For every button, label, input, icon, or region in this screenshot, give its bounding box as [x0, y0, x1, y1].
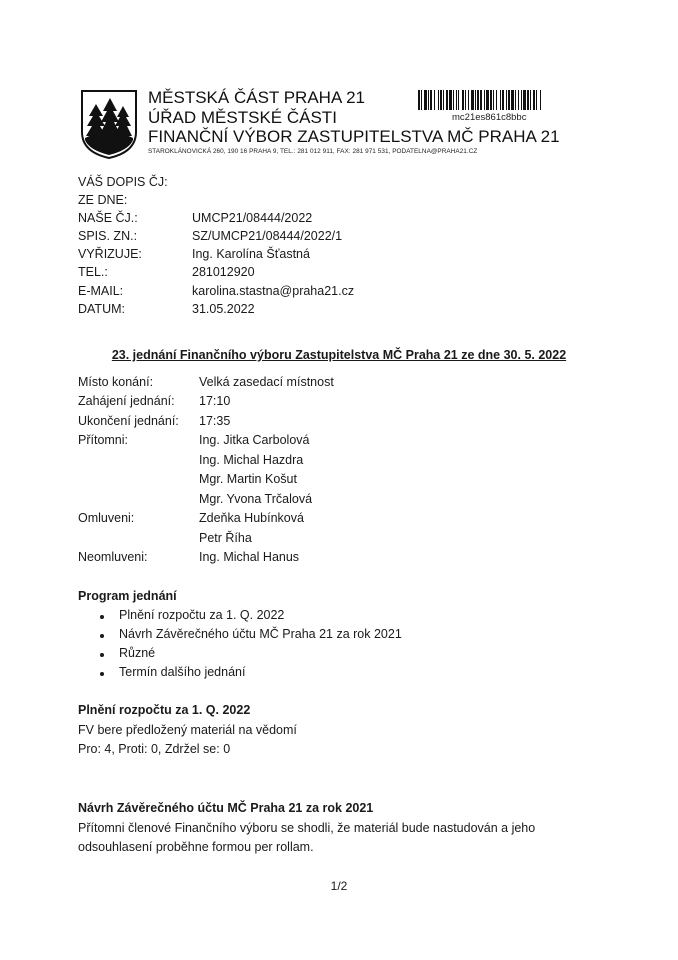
barcode-bar	[438, 90, 439, 110]
barcode-bar	[521, 90, 522, 110]
barcode-bar	[496, 90, 497, 110]
barcode-bar	[440, 90, 442, 110]
meeting-title: 23. jednání Finančního výboru Zastupitelstva MČ Praha 21 ze dne 30. 5. 2022	[111, 348, 567, 362]
start-label: Zahájení jednání:	[78, 394, 175, 408]
barcode-bar	[502, 90, 504, 110]
end-label: Ukončení jednání:	[78, 414, 179, 428]
meta-value-tel: 281012920	[192, 265, 255, 279]
barcode-bar	[428, 90, 429, 110]
barcode-bar	[530, 90, 531, 110]
barcode-bar	[421, 90, 422, 110]
org-name-line-1: MĚSTSKÁ ČÁST PRAHA 21	[148, 88, 365, 107]
org-name-line-3: FINANČNÍ VÝBOR ZASTUPITELSTVA MČ PRAHA 21	[148, 127, 560, 146]
barcode-bar	[508, 90, 510, 110]
bullet-icon	[100, 615, 104, 619]
section1-line-1: FV bere předložený materiál na vědomí	[78, 723, 297, 737]
meta-value-nase-cj: UMCP21/08444/2022	[192, 211, 313, 225]
barcode-bar	[468, 90, 469, 110]
excused-member: Zdeňka Hubínková	[199, 511, 304, 525]
meta-label-datum: DATUM:	[78, 302, 125, 316]
end-value: 17:35	[199, 414, 231, 428]
unexcused-member: Ing. Michal Hanus	[199, 550, 300, 564]
section1-heading: Plnění rozpočtu za 1. Q. 2022	[78, 703, 251, 717]
municipal-logo	[79, 88, 139, 160]
program-item: Plnění rozpočtu za 1. Q. 2022	[119, 608, 285, 622]
barcode-bar	[434, 90, 435, 110]
barcode-bar	[484, 90, 485, 110]
bullet-icon	[100, 653, 104, 657]
excused-member: Petr Říha	[199, 531, 252, 545]
barcode-bar	[471, 90, 474, 110]
excused-label: Omluveni:	[78, 511, 135, 525]
program-item: Termín dalšího jednání	[119, 665, 246, 679]
barcode-bar	[465, 90, 466, 110]
section2-line-2: odsouhlasení proběhne formou per rollam.	[78, 840, 314, 854]
bullet-icon	[100, 634, 104, 638]
barcode-bar	[458, 90, 459, 110]
barcode-bar	[456, 90, 457, 110]
bullet-icon	[100, 672, 104, 676]
start-value: 17:10	[199, 394, 231, 408]
barcode-bar	[523, 90, 526, 110]
program-item: Návrh Závěrečného účtu MČ Praha 21 za rok 2021	[119, 627, 402, 641]
program-item: Různé	[119, 646, 156, 660]
barcode-bar	[515, 90, 516, 110]
meta-value-vyrizuje: Ing. Karolína Šťastná	[192, 247, 310, 261]
place-label: Místo konání:	[78, 375, 154, 389]
present-member: Mgr. Martin Košut	[199, 472, 297, 486]
place-value: Velká zasedací místnost	[199, 375, 334, 389]
barcode-bar	[536, 90, 537, 110]
present-member: Mgr. Yvona Trčalová	[199, 492, 313, 506]
meta-label-vyrizuje: VYŘIZUJE:	[78, 247, 142, 261]
barcode-bar	[506, 90, 507, 110]
meta-label-tel: TEL.:	[78, 265, 108, 279]
present-member: Ing. Jitka Carbolová	[199, 433, 310, 447]
barcode-bar	[533, 90, 535, 110]
barcode-bar	[449, 90, 452, 110]
org-address: STAROKLÁNOVICKÁ 260, 190 16 PRAHA 9, TEL.: 281 012 911, FAX: 281 971 531, PODATELNA@PRAHA21.CZ	[148, 148, 478, 155]
section2-line-1: Přítomni členové Finančního výboru se shodli, že materiál bude nastudován a jeho	[78, 821, 536, 835]
meta-label-nase-cj: NAŠE ČJ.:	[78, 211, 138, 225]
barcode-bar	[462, 90, 464, 110]
meta-value-spis-zn: SZ/UMCP21/08444/2022/1	[192, 229, 343, 243]
barcode-bar	[430, 90, 432, 110]
meta-label-email: E-MAIL:	[78, 284, 124, 298]
barcode-bar	[418, 90, 420, 110]
meta-label-vas-dopis: VÁŠ DOPIS ČJ:	[78, 175, 168, 189]
barcode-bar	[446, 90, 448, 110]
meta-label-ze-dne: ZE DNE:	[78, 193, 128, 207]
barcode-bar	[490, 90, 492, 110]
section2-heading: Návrh Závěrečného účtu MČ Praha 21 za rok 2021	[78, 801, 374, 815]
barcode-bar	[477, 90, 479, 110]
meta-value-email: karolina.stastna@praha21.cz	[192, 284, 355, 298]
org-name-line-2: ÚŘAD MĚSTSKÉ ČÁSTI	[148, 108, 337, 127]
barcode-bar	[493, 90, 494, 110]
present-member: Ing. Michal Hazdra	[199, 453, 304, 467]
barcode-bar	[518, 90, 519, 110]
barcode-bar	[486, 90, 489, 110]
present-label: Přítomni:	[78, 433, 129, 447]
meta-value-datum: 31.05.2022	[192, 302, 255, 316]
page-number: 1/2	[330, 879, 348, 893]
barcode-bar	[511, 90, 514, 110]
barcode-text: mc21es861c8bbc	[452, 112, 527, 123]
barcode-bar	[480, 90, 482, 110]
barcode-bar	[475, 90, 476, 110]
barcode	[418, 90, 596, 110]
unexcused-label: Neomluveni:	[78, 550, 148, 564]
meta-label-spis-zn: SPIS. ZN.:	[78, 229, 138, 243]
section1-line-2: Pro: 4, Proti: 0, Zdržel se: 0	[78, 742, 231, 756]
barcode-bar	[540, 90, 541, 110]
barcode-bar	[424, 90, 427, 110]
program-heading: Program jednání	[78, 589, 177, 603]
barcode-bar	[443, 90, 444, 110]
barcode-bar	[500, 90, 501, 110]
barcode-bar	[453, 90, 454, 110]
barcode-bar	[527, 90, 529, 110]
